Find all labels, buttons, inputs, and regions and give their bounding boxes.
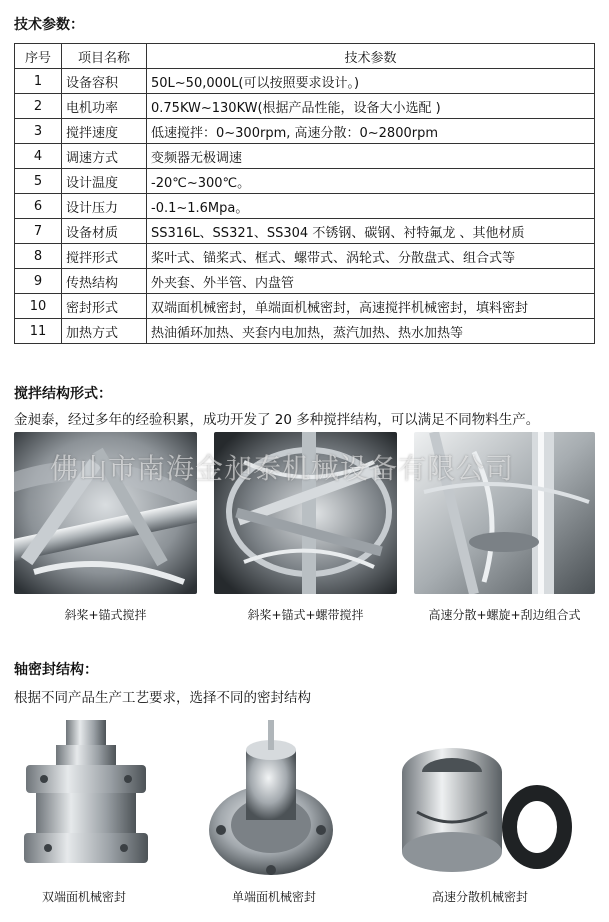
row-item-value: SS316L、SS321、SS304 不锈钢、碳钢、衬特氟龙 、其他材质 [147, 219, 595, 244]
mixer-caption-3: 高速分散+螺旋+刮边组合式 [428, 608, 581, 622]
row-item-name: 设备容积 [62, 69, 147, 94]
row-item-name: 搅拌速度 [62, 119, 147, 144]
row-item-value: 低速搅拌：0~300rpm, 高速分散：0~2800rpm [147, 119, 595, 144]
table-row [15, 194, 595, 219]
table-row [15, 319, 595, 344]
table-row [15, 69, 595, 94]
mixer-title: 搅拌结构形式： [14, 386, 112, 402]
mixer-photo-1 [14, 432, 197, 594]
mixer-intro: 金昶泰，经过多年的经验积累，成功开发了 20 多种搅拌结构，可以满足不同物料生产。 [14, 412, 540, 428]
row-number: 7 [15, 219, 62, 244]
spec-table [14, 43, 595, 344]
row-item-value: 变频器无极调速 [147, 144, 595, 169]
row-item-value: 0.75KW~130KW(根据产品性能，设备大小选配 ) [147, 94, 595, 119]
row-number: 6 [15, 194, 62, 219]
spec-table-header [15, 44, 595, 69]
row-item-name: 搅拌形式 [62, 244, 147, 269]
row-number: 4 [15, 144, 62, 169]
row-item-name: 电机功率 [62, 94, 147, 119]
seal-title: 轴密封结构： [14, 662, 98, 678]
seal-photo-1 [18, 715, 154, 880]
row-item-value: 外夹套、外半管、内盘管 [147, 269, 595, 294]
row-item-value: 50L~50,000L(可以按照要求设计。) [147, 69, 595, 94]
row-number: 3 [15, 119, 62, 144]
seal-photo-2 [206, 720, 336, 880]
row-item-value: 热油循环加热、夹套内电加热，蒸汽加热、热水加热等 [147, 319, 595, 344]
row-item-name: 设计温度 [62, 169, 147, 194]
row-item-name: 加热方式 [62, 319, 147, 344]
row-item-name: 设计压力 [62, 194, 147, 219]
table-row [15, 219, 595, 244]
seal-caption-2: 单端面机械密封 [231, 890, 316, 904]
row-number: 11 [15, 319, 62, 344]
mixer-caption-2: 斜桨+锚式+螺带搅拌 [247, 608, 364, 622]
seal-photo-3 [397, 742, 577, 880]
table-row [15, 144, 595, 169]
table-row [15, 244, 595, 269]
row-item-value: 桨叶式、锚桨式、框式、螺带式、涡轮式、分散盘式、组合式等 [147, 244, 595, 269]
header-name: 项目名称 [62, 44, 147, 69]
row-item-name: 调速方式 [62, 144, 147, 169]
row-item-value: -0.1~1.6Mpa。 [147, 194, 595, 219]
company-watermark: 佛山市南海金昶泰机械设备有限公司 [50, 452, 515, 485]
table-row [15, 294, 595, 319]
row-number: 8 [15, 244, 62, 269]
seal-caption-1: 双端面机械密封 [41, 890, 126, 904]
params-title: 技术参数： [14, 17, 84, 33]
mixer-caption-1: 斜桨+锚式搅拌 [64, 608, 147, 622]
row-number: 10 [15, 294, 62, 319]
row-number: 5 [15, 169, 62, 194]
row-item-name: 设备材质 [62, 219, 147, 244]
table-row [15, 119, 595, 144]
row-item-value: 双端面机械密封，单端面机械密封，高速搅拌机械密封，填料密封 [147, 294, 595, 319]
row-item-name: 密封形式 [62, 294, 147, 319]
seal-intro: 根据不同产品生产工艺要求，选择不同的密封结构 [14, 690, 311, 706]
row-item-value: -20℃~300℃。 [147, 169, 595, 194]
row-number: 2 [15, 94, 62, 119]
table-row [15, 269, 595, 294]
row-number: 9 [15, 269, 62, 294]
mixer-photo-2 [214, 432, 397, 594]
row-item-name: 传热结构 [62, 269, 147, 294]
header-value: 技术参数 [147, 44, 595, 69]
mixer-photo-3 [414, 432, 595, 594]
table-row [15, 169, 595, 194]
seal-caption-3: 高速分散机械密封 [431, 890, 528, 904]
table-row [15, 94, 595, 119]
row-number: 1 [15, 69, 62, 94]
header-no: 序号 [15, 44, 62, 69]
